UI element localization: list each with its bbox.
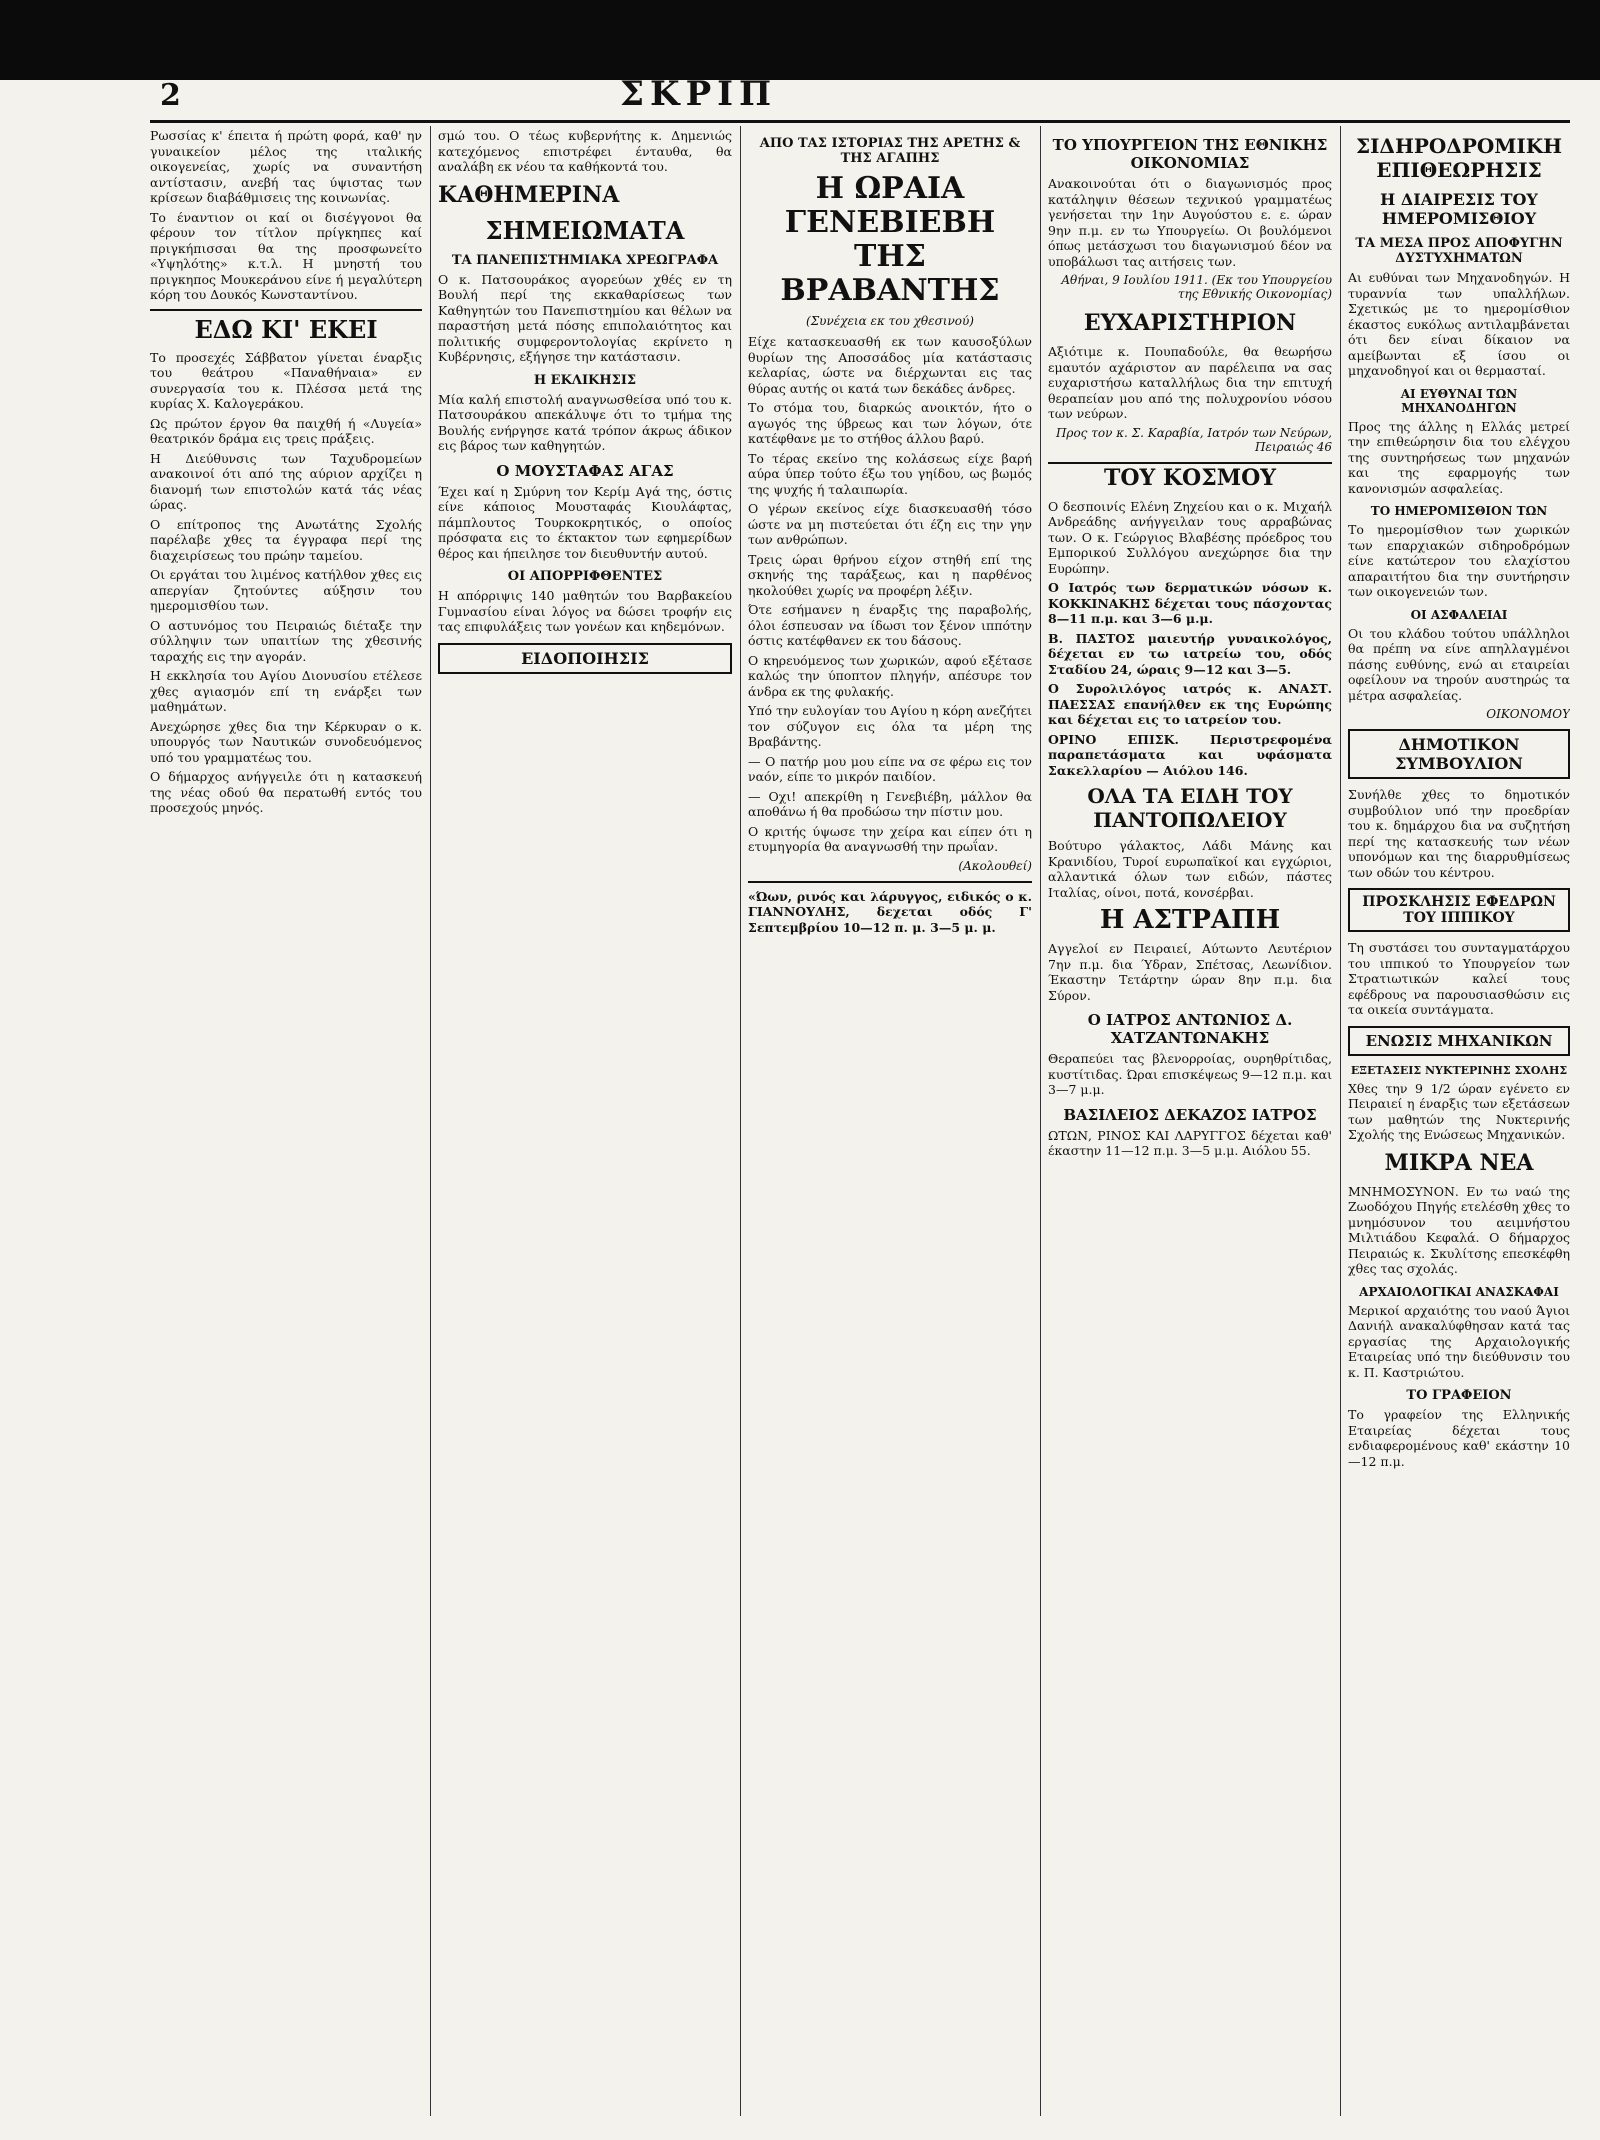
classified-ad: ΟΡΙΝΟ ΕΠΙΣΚ. Περιστρεφομένα παραπετάσματα και υφάσματα Σακελλαρίου — Αιόλου 146. (1048, 731, 1332, 778)
office-body: Το γραφείον της Ελληνικής Εταιρείας δέχεται τους ενδιαφερομένους καθ' εκάστην 10—12 π.μ. (1348, 1407, 1570, 1469)
section-title-simeiomata: ΣΗΜΕΙΩΜΑΤΑ (485, 215, 685, 245)
railway-subtitle-2: ΤΑ ΜΕΣΑ ΠΡΟΣ ΑΠΟΦΥΓΗΝ ΔΥΣΤΥΧΗΜΑΤΩΝ (1355, 236, 1563, 266)
serial-paragraph: Τρεις ώραι θρήνου είχον στηθή επί της σκηνής της ταράξεως, και η παρθένος ηκολούθει χωρίς να προφέρη λέξιν. (748, 551, 1032, 598)
article-body: Μία καλή επιστολή αναγνωσθείσα υπό του κ. Πατσουράκου απεκάλυψε ότι το τμήμα της Βουλής ενήργησε κατά τρόπον άκρως άδικον εις βάρος των καθηγητών. (438, 391, 732, 453)
news-item: Το προσεχές Σάββατον γίνεται έναρξις του θεάτρου «Παναθήναια» εν συνεργασία του κ. Πλέσσα μετά της κυρίας Χ. Καλογεράκου. (150, 349, 422, 411)
thanks-body: Αξιότιμε κ. Πουπαδούλε, θα θεωρήσω εμαυτόν αχάριστον αν παρέλειπα να σας ευχαριστήσω καταλλήλως δια την επιτυχή θεραπείαν μου από της πολυχρονίου νόσου των νεύρων. (1048, 344, 1332, 421)
article-body: Έχει καί η Σμύρνη τον Κερίμ Αγά της, όστις είνε κάποιος Μουσταφάς Κιουλάφτας, πάμπλουτος Τουρκοκρητικός, ο οποίος πρόσφατα εις το έκτακτον των εφημερίδων θέρος και ήπειλησε τον διευθυντήν αυτού. (438, 483, 732, 561)
council-title: ΔΗΜΟΤΙΚΟΝ ΣΥΜΒΟΥΛΙΟΝ (1348, 729, 1570, 779)
column-divider (1040, 126, 1041, 2116)
railway-heading: ΑΙ ΕΥΘΥΝΑΙ ΤΩΝ ΜΗΧΑΝΟΔΗΓΩΝ (1400, 386, 1518, 415)
railway-heading: ΤΟ ΗΜΕΡΟΜΙΣΘΙΟΝ ΤΩΝ (1370, 504, 1548, 518)
serial-paragraph: Το στόμα του, διαρκώς ανοικτόν, ήτο ο αγωγός της ύβρεως και των λόγων, ότε κατέφθανε με το στήθος άλλου βαρύ. (748, 400, 1032, 446)
news-item: Ο δήμαρχος ανήγγειλε ότι η κατασκευή της νέας οδού θα περατωθή εντός του προσεχούς μηνός. (150, 769, 422, 815)
serial-paragraph: — Ο πατήρ μου μου είπε να σε φέρω εις τον ναόν, είπε το μικρόν παιδίον. (748, 753, 1032, 784)
section-title-edo-ki-ekei: ΕΔΩ ΚΙ' ΕΚΕΙ (150, 309, 422, 344)
article-intro: σμώ του. Ο τέως κυβερνήτης κ. Δημενιώς κατεχόμενος επιστρέφει ένταυθα, θα αναλάβη εκ νέου τα καθήκοντά του. (438, 128, 732, 174)
heading-eklikisis: Η ΕΚΛΙΚΗΣΙΣ (533, 372, 637, 388)
astrapi-body: Αγγελοί εν Πειραιεί, Αύτωντο Λευτέριον 7ην π.μ. δια Ύδραν, Σπέτσας, Λεωνίδιον. Έκαστην Τετάρτην ώραν 8ην π.μ. δια Σύρον. (1048, 941, 1332, 1003)
doctor-body: Θεραπεύει τας βλενορροίας, ουρηθρίτιδας, κυστίτιδας. Ώραι επισκέψεως 9—12 π.μ. και 3—7 μ.μ. (1048, 1051, 1332, 1097)
railway-signature: ΟΙΚΟΝΟΜΟΥ (1486, 707, 1570, 721)
classified-ad: Β. ΠΑΣΤΟΣ μαιευτήρ γυναικολόγος, δέχεται εν τω ιατρείω του, οδός Σταδίου 24, ώραις 9—12 και 3—5. (1048, 630, 1332, 677)
news-item: Ο αστυνόμος του Πειραιώς διέταξε την σύλληψιν των υπαιτίων της χθεσινής ταραχής εις την αγοράν. (150, 617, 422, 664)
header-rule (150, 120, 1570, 123)
office-title: ΤΟ ΓΡΑΦΕΙΟΝ (1406, 1388, 1512, 1403)
archaeology-body: Μερικοί αρχαιότης του ναού Άγιοι Δανιήλ ανακαλύφθησαν κατά τας εργασίας της Αρχαιολογικής Εταιρείας υπό την διεύθυνσιν του κ. Π. Καστριώτου. (1348, 1302, 1570, 1380)
railway-body: Προς της άλλης η Ελλάς μετρεί την επιθεώρησιν δια του ελέγχου της συντηρήσεως των μηχανών και της εφαρμογής των κανονισμών ασφαλείας. (1348, 418, 1570, 496)
page-number: 2 (160, 78, 181, 113)
engineers-title: ΕΝΩΣΙΣ ΜΗΧΑΝΙΚΩΝ (1348, 1026, 1570, 1056)
news-item: Ως πρώτον έργον θα παιχθή ή «Λυγεία» θεατρικόν δράμα εις τρεις πράξεις. (150, 415, 422, 446)
dekazos-body: ΩΤΩΝ, ΡΙΝΟΣ ΚΑΙ ΛΑΡΥΓΓΟΣ δέχεται καθ' έκαστην 11—12 π.μ. 3—5 μ.μ. Αιόλου 55. (1048, 1127, 1332, 1158)
serial-paragraph: Το τέρας εκείνο της κολάσεως είχε βαρή αύρα ύπερ τούτο έξω του γηίδου, ως βωμός της ψυχής ή ταλαιπωρία. (748, 450, 1032, 497)
railway-heading: ΟΙ ΑΣΦΑΛΕΙΑΙ (1410, 607, 1508, 622)
society-body: Ο δεσποινίς Ελένη Ζηχείου και ο κ. Μιχαήλ Ανδρεάδης ανήγγειλαν τους αρραβώνας των. Ο κ. Γεώργιος Βλαβέσης πρόεδρος του Εμπορικού Συλλόγου ανεχώρησε δια την Ευρώπην. (1048, 498, 1332, 576)
classified-ad: Ο Ιατρός των δερματικών νόσων κ. ΚΟΚΚΙΝΑΚΗΣ δέχεται τους πάσχοντας 8—11 π.μ. και 3—6 μ.μ. (1048, 580, 1332, 626)
council-body: Συνήλθε χθες το δημοτικόν συμβούλιον υπό την προεδρίαν του κ. δημάρχου δια να συζητήση περί της κατασκευής των νέων υπονόμων και της διαρρυθμίσεως των οδών του κέντρου. (1348, 787, 1570, 880)
heading-moustafas: Ο ΜΟΥΣΤΑΦΑΣ ΑΓΑΣ (496, 461, 674, 480)
reservists-title: ΠΡΟΣΚΛΗΣΙΣ ΕΦΕΔΡΩΝ ΤΟΥ ΙΠΠΙΚΟΥ (1348, 888, 1570, 932)
column-4 (1048, 128, 1332, 2118)
notice-title: ΕΙΔΟΠΟΙΗΣΙΣ (438, 643, 732, 674)
railway-body: Οι του κλάδου τούτου υπάλληλοι θα πρέπη να είνε απηλλαγμένοι πάσης ευθύνης, ενώ αι εταιρείαι οφείλουν να τηρούν αυστηρώς τα μέτρα ασφαλείας. (1348, 625, 1570, 703)
ministry-notice: Ανακοινούται ότι ο διαγωνισμός προς κατάληψιν θέσεων τεχνικού γραμματέως γενήσεται την 1ην Αυγούστου ε. ε. ώραν 9ην π.μ. εν τω Υπουργείω. Οι βουλόμενοι όπως μετάσχωσι του διαγωνισμού δέον να υποβάλωσι τας αιτήσεις των. (1048, 176, 1332, 269)
column-divider (430, 126, 431, 2116)
news-item: Η Διεύθυνσις των Ταχυδρομείων ανακοινοί ότι από της αύριον αρχίζει η διανομή των επιστολών κατά τάς νέας ώρας. (150, 450, 422, 512)
serial-paragraph: Υπό την ευλογίαν του Αγίου η κόρη ανεζήτει τον σύζυγον εις όλα τα μέρη της Βραβάντης. (748, 703, 1032, 749)
thanks-title: ΕΥΧΑΡΙΣΤΗΡΙΟΝ (1083, 310, 1297, 336)
railway-body: Το ημερομίσθιον των χωρικών των επαρχιακών σιδηροδρόμων είνε κατώτερον του ελαχίστου απαραιτήτου δια την συντήρησιν των οικογενειών των. (1348, 522, 1570, 599)
engineers-subtitle: ΕΞΕΤΑΣΕΙΣ ΝΥΚΤΕΡΙΝΗΣ ΣΧΟΛΗΣ (1350, 1063, 1568, 1077)
column-3 (748, 128, 1032, 2118)
column-divider (1340, 126, 1341, 2116)
doctor-title: Ο ΙΑΤΡΟΣ ΑΝΤΩΝΙΟΣ Δ. ΧΑΤΖΑΝΤΩΝΑΚΗΣ (1087, 1011, 1293, 1047)
dekazos-title: ΒΑΣΙΛΕΙΟΣ ΔΕΚΑΖΟΣ ΙΑΤΡΟΣ (1063, 1105, 1317, 1124)
article-intro: Ρωσσίας κ' έπειτα ή πρώτη φορά, καθ' ην γυναικείον μέλος της ιταλικής οικογενείας, χωρίς να συναντήση αντίστασιν, ανεβή τας ύψιστας των κρίσεων διαβάθμισεις της κοινωνίας. (150, 128, 422, 205)
classified-ad: Ο Συρολιλόγος ιατρός κ. ΑΝΑΣΤ. ΠΑΕΣΣΑΣ επανήλθεν εκ της Ευρώπης και δέχεται εις το ιατρείον του. (1048, 681, 1332, 727)
article-body: Ο κ. Πατσουράκος αγορεύων χθές εν τη Βουλή περί της εκκαθαρίσεως των Καθηγητών του Πανεπιστημίου και θέλων να παραστήση μετά πόσης επιπολαιότητος και πολιτικής συμφεροντολογίας εκρίνετο η Κυβέρνησις, εξήγησε την κατάστασιν. (438, 271, 732, 364)
heading-aporrifthentes: ΟΙ ΑΠΟΡΡΙΦΘΕΝΤΕΣ (507, 569, 663, 584)
serial-subtitle: (Συνέχεια εκ του χθεσινού) (806, 314, 974, 328)
article-body: Το έναντιον οι καί οι δισέγγονοι θα φέρουν τον τίτλον πρίγκηπες καί πριγκήπισσαι θα της προσφωνείτο «Υψηλότης» κ.τ.λ. Η μνηστή του πριγκηπος Μουκεράνου είνε ή μεγαλύτερη κόρη του Δουκός Κωνσταντίνου. (150, 209, 422, 302)
news-item: Η εκκλησία του Αγίου Διονυσίου ετέλεσε χθες αγιασμόν επί τη ενάρξει των μαθημάτων. (150, 668, 422, 714)
serial-title: Η ΩΡΑΙΑ ΓΕΝΕΒΙΕΒΗ ΤΗΣ ΒΡΑΒΑΝΤΗΣ (780, 171, 1000, 308)
column-2 (438, 128, 732, 2118)
column-1 (150, 128, 422, 2118)
reservists-body: Τη συστάσει του συνταγματάρχου του ιππικού το Υπουργείον των Στρατιωτικών καλεί τους εφέδρους να παρουσιασθώσιν εις τα οικεία συντάγματα. (1348, 940, 1570, 1017)
column-divider (740, 126, 741, 2116)
doctor-ad: «Ώων, ρινός και λάρυγγος, ειδικός ο κ. ΓΙΑΝΝΟΥΛΗΣ, δεχεται οδός Γ' Σεπτεμβρίου 10—12 π. μ. 3—5 μ. μ. (748, 888, 1032, 935)
serial-paragraph: Είχε κατασκευασθή εκ των καυσοξύλων θυρίων της Αποσσάδος μία κατάστασις κελαρίας, ώστε να διέρχωνται εις τας θύρας αυτής οι κατά των δεκάδες άνδρες. (748, 334, 1032, 396)
top-black-band (0, 0, 1600, 80)
railway-title: ΣΙΔΗΡΟΔΡΟΜΙΚΗ ΕΠΙΘΕΩΡΗΣΙΣ (1355, 134, 1563, 182)
grocery-body: Βούτυρο γάλακτος, Λάδι Μάνης και Κρανιδίου, Τυροί ευρωπαϊκοί και εγχώριοι, αλλαντικά όλων των ειδών, πάστες Ιταλίας, οίνοι, ποτά, κονσέρβαι. (1048, 838, 1332, 900)
section-title-kathimerina: ΚΑΘΗΜΕΡΙΝΑ (438, 181, 620, 208)
railway-subtitle: Η ΔΙΑΙΡΕΣΙΣ ΤΟΥ ΗΜΕΡΟΜΙΣΘΙΟΥ (1380, 190, 1538, 228)
serial-continued: (Ακολουθεί) (958, 858, 1032, 873)
serial-kicker: ΑΠΟ ΤΑΣ ΙΣΤΟΡΙΑΣ ΤΗΣ ΑΡΕΤΗΣ & ΤΗΣ ΑΓΑΠΗΣ (759, 136, 1021, 166)
railway-body: Αι ευθύναι των Μηχανοδηγών. Η τυραννία των υπαλλήλων. Σχετικώς με το ημερομίσθιον έκαστος ευκόλως αντιλαμβάνεται ότι δεν είναι δίκαιον να αμείβωνται εξ ίσου οι μηχανοδηγοί και οι θερμασταί. (1348, 270, 1570, 378)
ministry-title: ΤΟ ΥΠΟΥΡΓΕΙΟΝ ΤΗΣ ΕΘΝΙΚΗΣ ΟΙΚΟΝΟΜΙΑΣ (1052, 136, 1328, 172)
thanks-signature: Προς τον κ. Σ. Καραβία, Ιατρόν των Νεύρων, Πειραιώς 46 (1055, 425, 1332, 454)
masthead: ΣΚΡΙΠ (620, 74, 778, 114)
news-item: Ανεχώρησε χθες δια την Κέρκυραν ο κ. υπουργός των Ναυτικών συνοδευόμενος υπό του γραμματέως του. (150, 718, 422, 765)
heading-panepistimiaka: ΤΑ ΠΑΝΕΠΙΣΤΗΜΙΑΚΑ ΧΡΕΩΓΡΑΦΑ (451, 252, 719, 268)
small-news-title: ΜΙΚΡΑ ΝΕΑ (1384, 1149, 1534, 1176)
divider (748, 881, 1032, 883)
society-title: ΤΟΥ ΚΟΣΜΟΥ (1048, 462, 1332, 493)
serial-paragraph: Ο κριτής ύψωσε την χείρα και είπεν ότι η ετυμηγορία θα αναγνωσθή την πρωΐαν. (748, 823, 1032, 854)
ministry-signature: Αθήναι, 9 Ιουλίου 1911. (Εκ του Υπουργείου της Εθνικής Οικονομίας) (1061, 273, 1332, 301)
engineers-body: Χθες την 9 1/2 ώραν εγένετο εν Πειραιεί η έναρξις των εξετάσεων των μαθητών της Νυκτερινής Σχολής της Ενώσεως Μηχανικών. (1348, 1080, 1570, 1142)
article-body: Η απόρριψις 140 μαθητών του Βαρβακείου Γυμνασίου είναι λόγος να δώσει τροφήν εις τας επιφυλάξεις των γονέων και κηδεμόνων. (438, 588, 732, 634)
news-item: Οι εργάται του λιμένος κατήλθον χθες εις απεργίαν ζητούντες αύξησιν του ημερομισθίου των. (150, 567, 422, 613)
serial-paragraph: Ο γέρων εκείνος είχε διασκευασθή τόσο ώστε να μη πιστεύεται ότι έζη εις την γην των ανθρώπων. (748, 501, 1032, 547)
archaeology-title: ΑΡΧΑΙΟΛΟΓΙΚΑΙ ΑΝΑΣΚΑΦΑΙ (1359, 1284, 1559, 1299)
grocery-title: ΟΛΑ ΤΑ ΕΙΔΗ ΤΟΥ ΠΑΝΤΟΠΩΛΕΙΟΥ (1087, 784, 1293, 832)
small-news-body: ΜΝΗΜΟΣΥΝΟΝ. Εν τω ναώ της Ζωοδόχου Πηγής ετελέσθη χθες το μνημόσυνον του αειμνήστου Μιλτιάδου Κεφαλά. Ο δήμαρχος Πειραιώς κ. Σκυλίτσης επεσκέφθη χθες τας σχολάς. (1348, 1183, 1570, 1276)
serial-paragraph: Ότε εσήμανεν η έναρξις της παραβολής, όλοι έσπευσαν να ίδωσι τον ξένον ιππότην όστις κατέφθανεν εκ του δάσους. (748, 602, 1032, 648)
news-item: Ο επίτροπος της Ανωτάτης Σχολής παρέλαβε χθες τα έγγραφα περί της διαχειρίσεως του πρώην ταμείου. (150, 516, 422, 563)
column-5 (1348, 128, 1570, 2118)
astrapi-title: Η ΑΣΤΡΑΠΗ (1099, 905, 1281, 935)
serial-paragraph: — Οχι! απεκρίθη η Γενεβιέβη, μάλλον θα αποθάνω ή θα προδώσω την πίστιν μου. (748, 788, 1032, 819)
serial-paragraph: Ο κηρευόμενος των χωρικών, αφού εξέτασε καλώς την ύποπτον πληγήν, απέσυρε τον άνδρα εκ της φυλακής. (748, 652, 1032, 699)
